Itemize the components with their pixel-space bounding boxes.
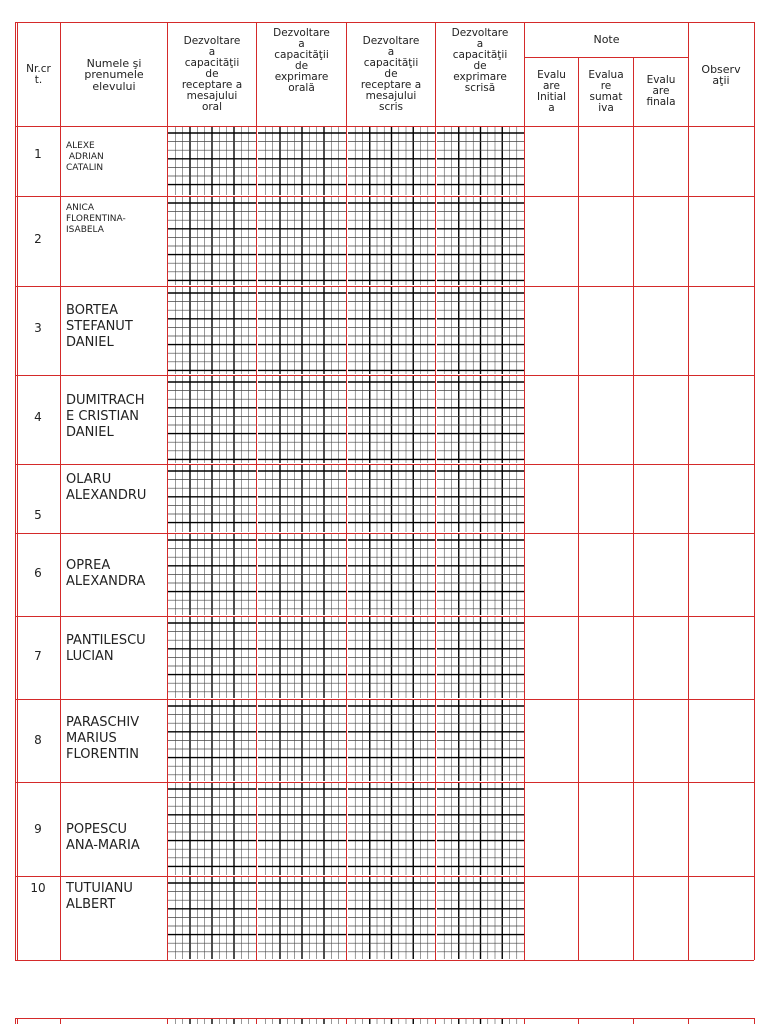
writing-grid — [437, 700, 524, 781]
student-name: OPREA ALEXANDRA — [66, 558, 146, 589]
writing-grid — [437, 783, 524, 875]
row-number: 3 — [34, 321, 42, 335]
header-summative-evaluation: Evalua re sumat iva — [588, 68, 624, 114]
student-name: PARASCHIV MARIUS FLORENTIN — [66, 715, 140, 762]
next-page-column-divider — [578, 1018, 580, 1024]
header-written-expression: Dezvoltare a capacităţii de exprimare scrisă — [451, 27, 509, 94]
writing-grid — [258, 127, 346, 195]
student-name: PANTILESCU LUCIAN — [66, 633, 146, 664]
writing-grid — [168, 1019, 256, 1024]
writing-grid — [437, 287, 524, 374]
writing-grid — [437, 376, 524, 463]
row-number: 6 — [34, 566, 42, 580]
writing-grid — [168, 287, 256, 374]
writing-grid — [437, 617, 524, 698]
next-page-column-divider — [633, 1018, 635, 1024]
writing-grid — [168, 617, 256, 698]
header-oral-expression: Dezvoltare a capacităţii de exprimare orală — [273, 27, 330, 94]
writing-grid — [348, 617, 435, 698]
student-name: DUMITRACH E CRISTIAN DANIEL — [66, 393, 145, 440]
header-note: Note — [593, 33, 620, 47]
header-final-evaluation: Evalu are finala — [646, 74, 676, 108]
header-student-name: Numele şi prenumele elevului — [84, 56, 144, 93]
header-oral-reception: Dezvoltare a capacităţii de receptare a mesajului oral — [181, 34, 243, 113]
student-name: ALEXE ADRIAN CATALIN — [66, 141, 104, 173]
writing-grid — [258, 534, 346, 615]
writing-grid — [258, 465, 346, 532]
row-number: 9 — [34, 822, 42, 836]
note-divider — [524, 57, 688, 59]
writing-grid — [258, 197, 346, 285]
writing-grid — [437, 127, 524, 195]
writing-grid — [168, 197, 256, 285]
writing-grid — [348, 465, 435, 532]
writing-grid — [258, 617, 346, 698]
writing-grid — [437, 877, 524, 959]
row-number: 4 — [34, 410, 42, 424]
student-name: BORTEA STEFANUT DANIEL — [66, 303, 133, 350]
table-border-top — [15, 22, 754, 24]
writing-grid — [348, 287, 435, 374]
column-divider — [688, 22, 690, 960]
writing-grid — [258, 287, 346, 374]
writing-grid — [348, 534, 435, 615]
writing-grid — [348, 1019, 435, 1024]
writing-grid — [258, 376, 346, 463]
writing-grid — [348, 877, 435, 959]
writing-grid — [168, 783, 256, 875]
header-initial-evaluation: Evalu are Initial a — [536, 68, 567, 114]
writing-grid — [348, 197, 435, 285]
writing-grid — [437, 1019, 524, 1024]
writing-grid — [168, 376, 256, 463]
row-number: 10 — [30, 881, 46, 895]
writing-grid — [437, 465, 524, 532]
writing-grid — [348, 127, 435, 195]
writing-grid — [168, 534, 256, 615]
row-number: 1 — [34, 147, 42, 161]
writing-grid — [258, 877, 346, 959]
header-observations: Observ aţii — [701, 62, 741, 87]
writing-grid — [348, 376, 435, 463]
writing-grid — [348, 783, 435, 875]
header-nr-crt: Nr.cr t. — [26, 62, 51, 86]
next-page-column-divider — [688, 1018, 690, 1024]
column-divider — [578, 57, 580, 960]
next-page-column-divider — [60, 1018, 62, 1024]
column-divider — [754, 22, 756, 960]
writing-grid — [168, 877, 256, 959]
table-border-left-inner — [17, 22, 19, 960]
student-name: POPESCU ANA-MARIA — [66, 822, 140, 853]
column-divider — [633, 57, 635, 960]
writing-grid — [258, 1019, 346, 1024]
writing-grid — [348, 700, 435, 781]
writing-grid — [437, 197, 524, 285]
header-written-reception: Dezvoltare a capacităţii de receptare a mesajului scris — [360, 34, 422, 113]
row-number: 8 — [34, 733, 42, 747]
column-divider — [60, 22, 62, 960]
student-name: ANICA FLORENTINA- ISABELA — [66, 203, 126, 235]
student-name: TUTUIANU ALBERT — [66, 881, 133, 912]
row-number: 2 — [34, 232, 42, 246]
row-number: 7 — [34, 649, 42, 663]
writing-grid — [437, 534, 524, 615]
writing-grid — [168, 127, 256, 195]
next-page-column-divider — [754, 1018, 756, 1024]
row-divider — [15, 960, 754, 962]
writing-grid — [258, 783, 346, 875]
row-number: 5 — [34, 508, 42, 522]
student-name: OLARU ALEXANDRU — [66, 472, 147, 503]
writing-grid — [168, 465, 256, 532]
writing-grid — [258, 700, 346, 781]
writing-grid — [168, 700, 256, 781]
next-page-border-left-inner — [17, 1018, 19, 1024]
